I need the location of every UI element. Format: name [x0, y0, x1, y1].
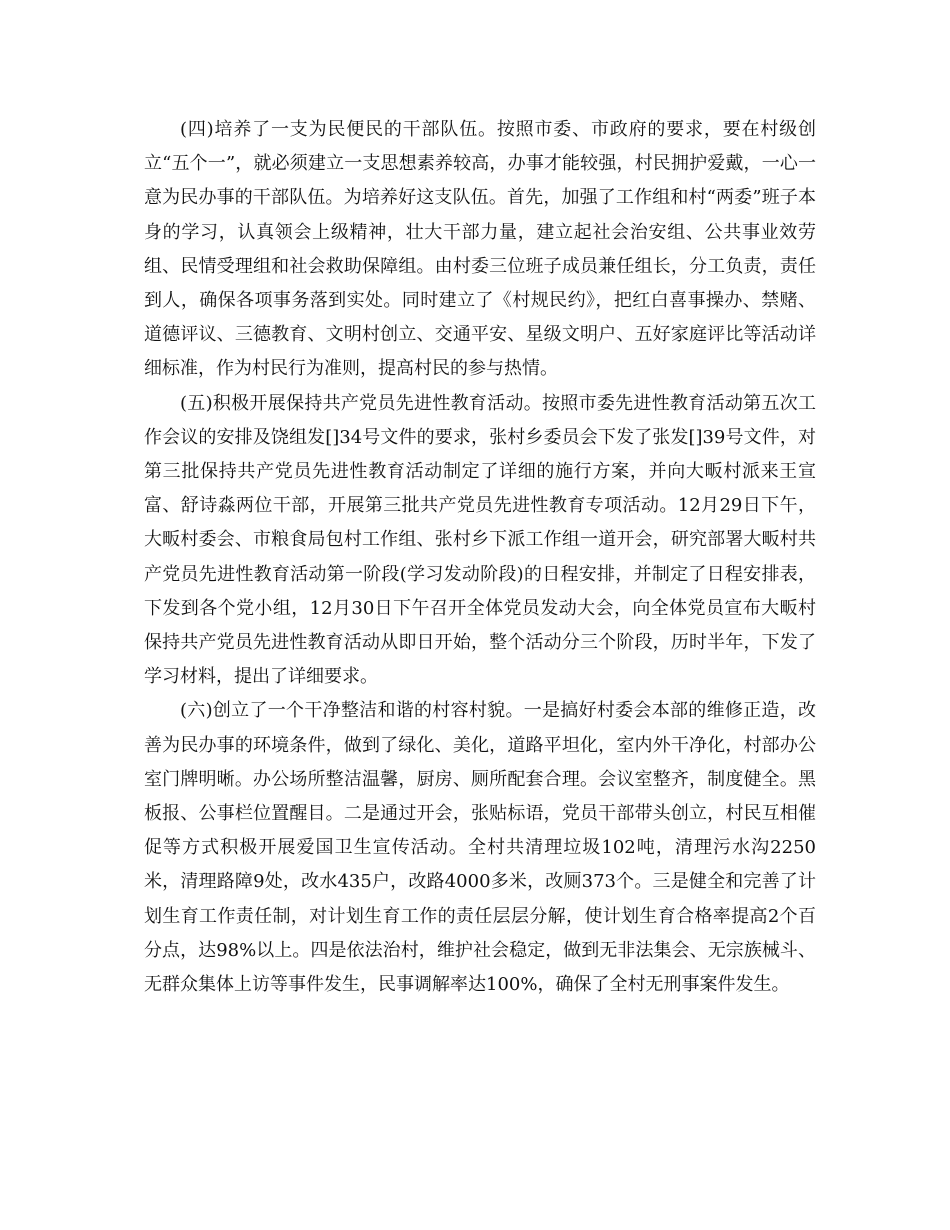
paragraph-party-education: (五)积极开展保持共产党员先进性教育活动。按照市委先进性教育活动第五次工作会议的安排及饶组发[]34号文件的要求，张村乡委员会下发了张发[]39号文件，对第三批保持共产党员先进性教育活动制定了详细的施行方案，并向大畈村派来王宣富、舒诗淼两位干部，开展第三批共产党员先进性教育专项活动。12月29日下午，大畈村委会、市粮食局包村工作组、张村乡下派工作组一道开会，研究部署大畈村共产党员先进性教育活动第一阶段(学习发动阶段)的日程安排，并制定了日程安排表，下发到各个党小组，12月30日下午召开全体党员发动大会，向全体党员宣布大畈村保持共产党员先进性教育活动从即日开始，整个活动分三个阶段，历时半年，下发了学习材料，提出了详细要求。 — [144, 392, 816, 688]
paragraph-village-appearance: (六)创立了一个干净整洁和谐的村容村貌。一是搞好村委会本部的维修正造，改善为民办事的环境条件，做到了绿化、美化，道路平坦化，室内外干净化，村部办公室门牌明晰。办公场所整洁温馨，厨房、厕所配套合理。会议室整齐，制度健全。黑板报、公事栏位置醒目。二是通过开会，张贴标语，党员干部带头创立，村民互相催促等方式积极开展爱国卫生宣传活动。全村共清理垃圾102吨，清理污水沟2250米，清理路障9处，改水435户，改路4000多米，改厕373个。三是健全和完善了计划生育工作责任制，对计划生育工作的责任层层分解，使计划生育合格率提高2个百分点，达98%以上。四是依法治村，维护社会稳定，做到无非法集会、无宗族械斗、无群众集体上访等事件发生，民事调解率达100%，确保了全村无刑事案件发生。 — [144, 700, 816, 996]
paragraph-cadre-team: (四)培养了一支为民便民的干部队伍。按照市委、市政府的要求，要在村级创立“五个一”，就必须建立一支思想素养较高，办事才能较强，村民拥护爱戴，一心一意为民办事的干部队伍。为培养好这支队伍。首先，加强了工作组和村“两委”班子本身的学习，认真领会上级精神，壮大干部力量，建立起社会治安组、公共事业效劳组、民情受理组和社会救助保障组。由村委三位班子成员兼任组长，分工负责，责任到人，确保各项事务落到实处。同时建立了《村规民约》，把红白喜事操办、禁赌、道德评议、三德教育、文明村创立、交通平安、星级文明户、五好家庭评比等活动详细标准，作为村民行为准则，提高村民的参与热情。 — [144, 119, 816, 380]
document-body — [144, 113, 816, 1002]
